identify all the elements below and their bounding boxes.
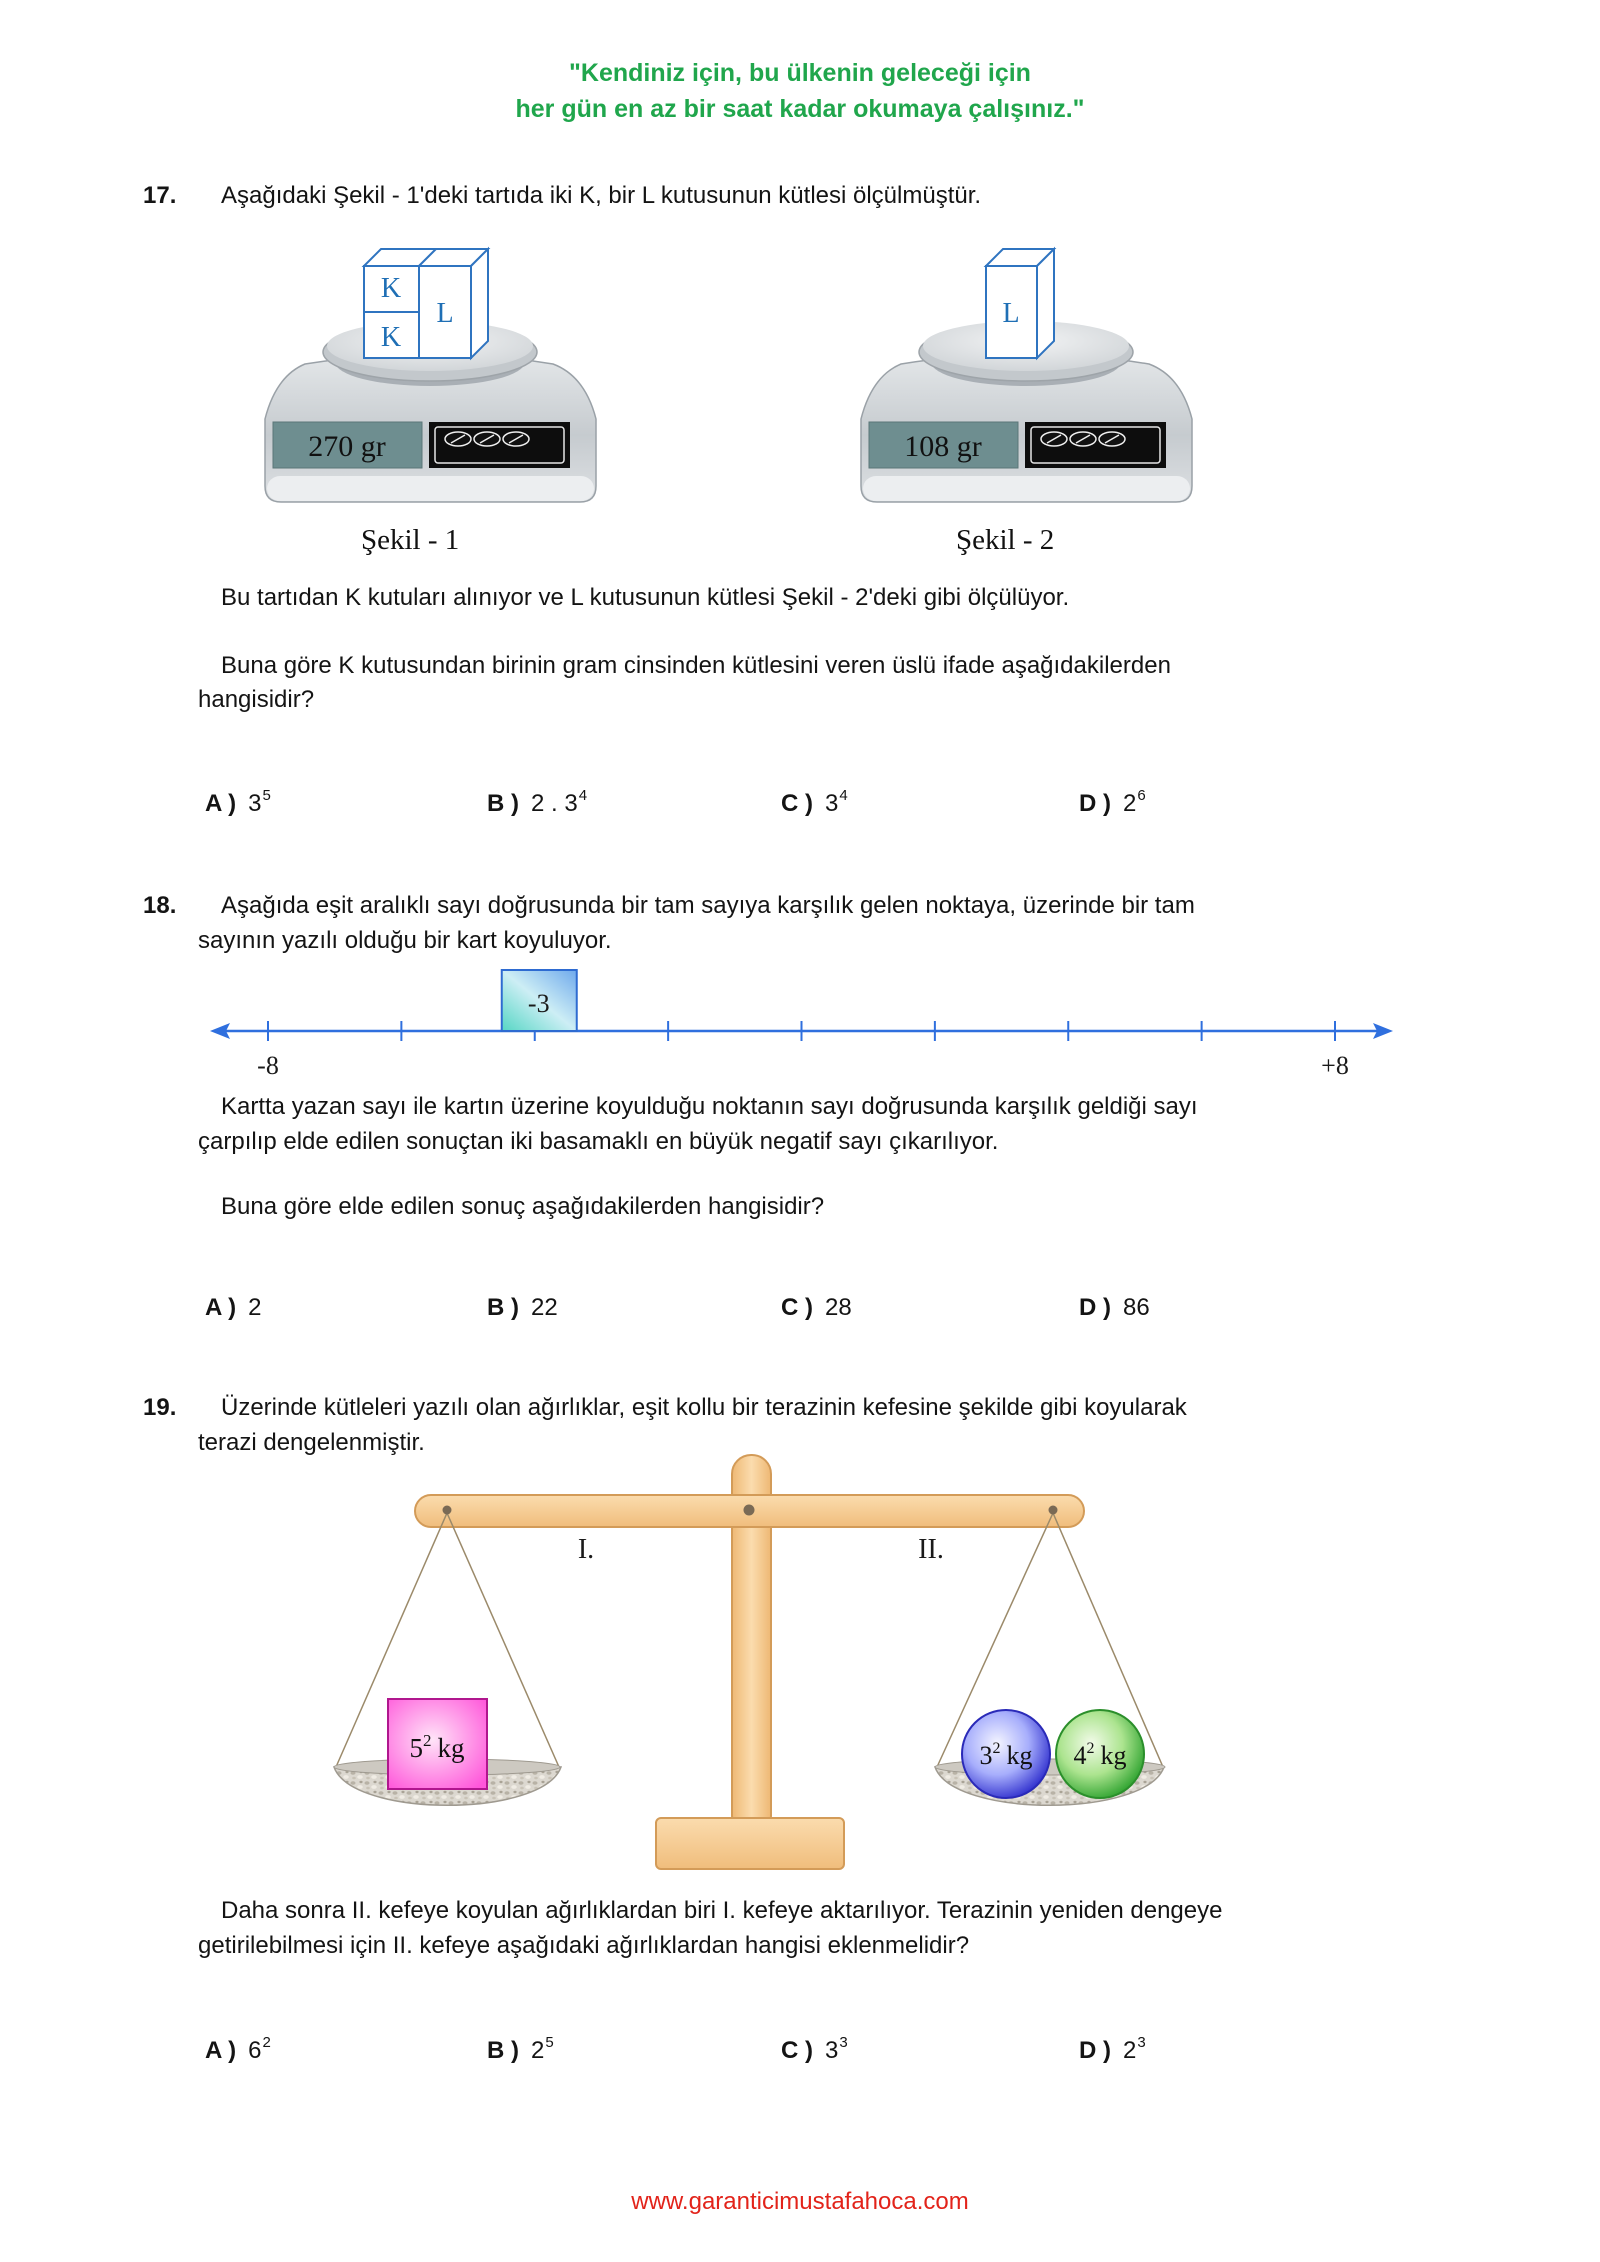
option-exponent: 3 bbox=[839, 2034, 848, 2051]
question-19-prompt-line-2: getirilebilmesi için II. kefeye aşağıdaki ağırlıklardan hangisi eklenmelidir? bbox=[198, 1932, 970, 1959]
option-value: 28 bbox=[825, 1294, 852, 1321]
option-letter: D ) bbox=[1079, 1294, 1111, 1321]
option-base: 3 bbox=[825, 790, 839, 817]
question-17-prompt-line-2: hangisidir? bbox=[198, 686, 315, 713]
option-exponent: 5 bbox=[262, 787, 271, 804]
balance-pivot bbox=[744, 1505, 755, 1516]
number-line-left-label: -8 bbox=[257, 1051, 279, 1080]
question-18-option-b bbox=[487, 1294, 558, 1322]
option-base: 2 bbox=[531, 2037, 545, 2064]
question-17-option-b bbox=[487, 787, 588, 818]
question-19-option-d bbox=[1079, 2034, 1146, 2065]
scale-2 bbox=[861, 249, 1192, 502]
right-hook bbox=[1049, 1506, 1058, 1515]
question-18-text-line-1: Kartta yazan sayı ile kartın üzerine koyulduğu noktanın sayı doğrusunda karşılık geldiği sayı bbox=[221, 1093, 1198, 1120]
question-18-prompt: Buna göre elde edilen sonuç aşağıdakilerden hangisidir? bbox=[221, 1193, 825, 1220]
weight-base: 5 bbox=[409, 1733, 423, 1763]
weight-unit: kg bbox=[1100, 1741, 1127, 1770]
question-17-number: 17. bbox=[143, 182, 177, 209]
weight-label bbox=[1074, 1740, 1127, 1770]
question-18-number: 18. bbox=[143, 892, 177, 919]
question-19-intro-line-2: terazi dengelenmiştir. bbox=[198, 1429, 425, 1456]
option-base: 2 bbox=[1123, 790, 1137, 817]
question-17-text: Bu tartıdan K kutuları alınıyor ve L kutusunun kütlesi Şekil - 2'deki gibi ölçülüyor. bbox=[221, 584, 1070, 611]
number-line-figure bbox=[200, 960, 1400, 1085]
question-18-option-a bbox=[205, 1294, 261, 1322]
question-19-option-b bbox=[487, 2034, 554, 2065]
question-18-intro-line-1: Aşağıda eşit aralıklı sayı doğrusunda bir tam sayıya karşılık gelen noktaya, üzerinde bir tam bbox=[221, 892, 1195, 919]
weight-exponent: 2 bbox=[1086, 1740, 1095, 1757]
option-exponent: 6 bbox=[1137, 787, 1146, 804]
scale-buttons bbox=[1041, 432, 1125, 446]
left-arm-label: I. bbox=[577, 1534, 595, 1565]
question-19-prompt-line-1: Daha sonra II. kefeye koyulan ağırlıklardan biri I. kefeye aktarılıyor. Terazinin yeniden dengeye bbox=[221, 1897, 1223, 1924]
weight-label bbox=[410, 1731, 465, 1763]
option-base: 2 . 3 bbox=[531, 790, 578, 817]
weight-base: 3 bbox=[979, 1741, 993, 1770]
left-hook bbox=[443, 1506, 452, 1515]
balance-base bbox=[656, 1818, 844, 1869]
option-letter: C ) bbox=[781, 2037, 813, 2064]
box-l-label: L bbox=[436, 298, 454, 329]
scale-display-reading: 108 gr bbox=[904, 430, 982, 463]
weight-label bbox=[980, 1740, 1033, 1770]
question-19-option-a bbox=[205, 2034, 271, 2065]
option-letter: A ) bbox=[205, 2037, 237, 2064]
option-letter: B ) bbox=[487, 1294, 519, 1321]
option-exponent: 2 bbox=[262, 2034, 271, 2051]
weight-exponent: 2 bbox=[992, 1740, 1001, 1757]
box-k-upper-label: K bbox=[380, 273, 402, 304]
option-exponent: 4 bbox=[578, 787, 588, 804]
box-l bbox=[986, 249, 1054, 358]
header-quote-line-2: her gün en az bir saat kadar okumaya çalışınız." bbox=[515, 95, 1085, 123]
box-l-label: L bbox=[1002, 298, 1020, 329]
option-base: 6 bbox=[248, 2037, 262, 2064]
option-exponent: 3 bbox=[1137, 2034, 1146, 2051]
option-base: 3 bbox=[248, 790, 262, 817]
option-base: 3 bbox=[825, 2037, 839, 2064]
scale-base-band bbox=[267, 476, 594, 501]
option-letter: C ) bbox=[781, 790, 813, 817]
scales-figure bbox=[240, 230, 1230, 510]
option-letter: D ) bbox=[1079, 790, 1111, 817]
question-18-option-d bbox=[1079, 1294, 1150, 1322]
figure-caption-2: Şekil - 2 bbox=[956, 524, 1055, 556]
option-letter: C ) bbox=[781, 1294, 813, 1321]
option-value: 86 bbox=[1123, 1294, 1150, 1321]
number-card-label: -3 bbox=[527, 989, 550, 1018]
box-l-side-face bbox=[1037, 249, 1054, 358]
question-17-option-c bbox=[781, 787, 848, 818]
option-letter: A ) bbox=[205, 790, 237, 817]
header-quote-line-1: "Kendiniz için, bu ülkenin geleceği için bbox=[569, 59, 1031, 87]
option-letter: B ) bbox=[487, 2037, 519, 2064]
right-arm-label: II. bbox=[918, 1534, 944, 1565]
question-18-option-c bbox=[781, 1294, 852, 1322]
option-value: 22 bbox=[531, 1294, 558, 1321]
scale-buttons bbox=[445, 432, 529, 446]
balance-figure bbox=[320, 1450, 1190, 1880]
weight-exponent: 2 bbox=[423, 1731, 432, 1750]
footer-url: www.garanticimustafahoca.com bbox=[631, 2188, 969, 2215]
option-letter: D ) bbox=[1079, 2037, 1111, 2064]
question-18-intro-line-2: sayının yazılı olduğu bir kart koyuluyor. bbox=[198, 927, 612, 954]
weight-unit: kg bbox=[1006, 1741, 1033, 1770]
question-17-intro: Aşağıdaki Şekil - 1'deki tartıda iki K, bir L kutusunun kütlesi ölçülmüştür. bbox=[221, 182, 982, 209]
question-19-intro-line-1: Üzerinde kütleleri yazılı olan ağırlıklar, eşit kollu bir terazinin kefesine şekilde gibi koyularak bbox=[221, 1394, 1187, 1421]
weight-base: 4 bbox=[1073, 1741, 1087, 1770]
box-l-side-face bbox=[471, 249, 488, 358]
weight-unit: kg bbox=[437, 1733, 465, 1763]
question-19-option-c bbox=[781, 2034, 848, 2065]
number-line-right-label: +8 bbox=[1321, 1051, 1349, 1080]
scale-base-band bbox=[863, 476, 1190, 501]
question-17-prompt-line-1: Buna göre K kutusundan birinin gram cinsinden kütlesini veren üslü ifade aşağıdakilerden bbox=[221, 652, 1171, 679]
option-base: 2 bbox=[1123, 2037, 1137, 2064]
figure-caption-1: Şekil - 1 bbox=[361, 524, 460, 556]
question-19-number: 19. bbox=[143, 1394, 177, 1421]
box-k-lower-label: K bbox=[380, 322, 402, 353]
scale-1 bbox=[265, 249, 596, 502]
question-18-text-line-2: çarpılıp elde edilen sonuçtan iki basamaklı en büyük negatif sayı çıkarılıyor. bbox=[198, 1128, 999, 1155]
option-letter: A ) bbox=[205, 1294, 237, 1321]
question-17-option-a bbox=[205, 787, 271, 818]
question-17-option-d bbox=[1079, 787, 1146, 818]
option-letter: B ) bbox=[487, 790, 519, 817]
option-exponent: 5 bbox=[545, 2034, 554, 2051]
option-exponent: 4 bbox=[839, 787, 848, 804]
scale-display-reading: 270 gr bbox=[308, 430, 386, 463]
option-value: 2 bbox=[248, 1294, 262, 1321]
